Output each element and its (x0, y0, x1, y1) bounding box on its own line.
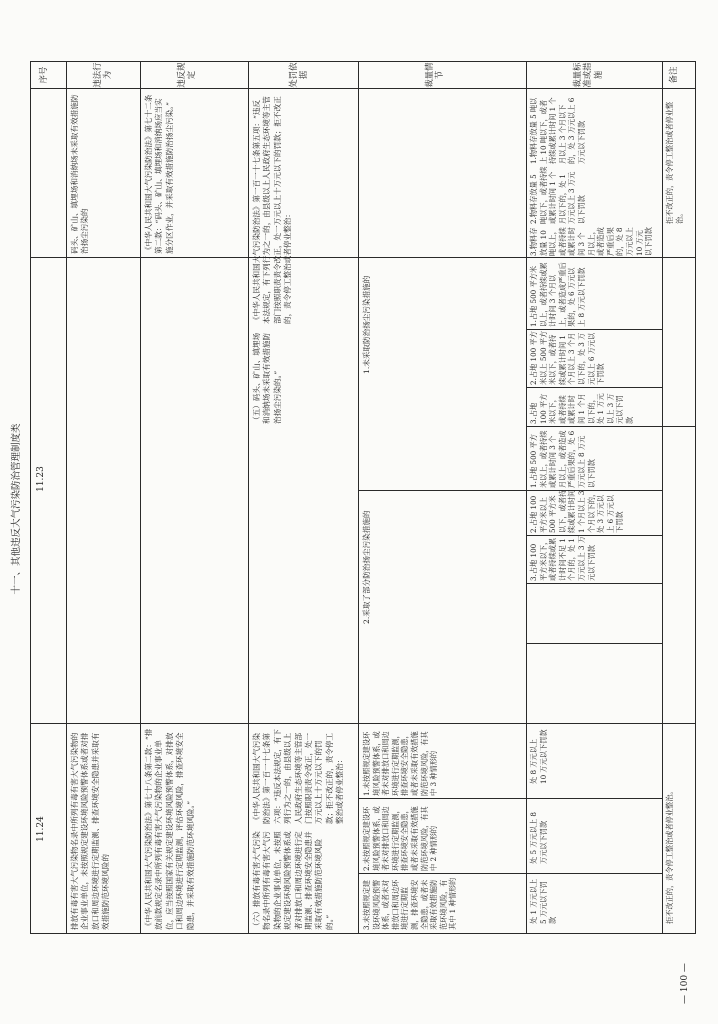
header-act: 违法行为 (92, 62, 113, 88)
table-border-top (30, 61, 696, 62)
header-circ: 裁量情节 (424, 62, 445, 88)
header-rule: 违反规定 (176, 62, 197, 88)
row-11-23-seq: 11.23 (36, 466, 46, 492)
col-line-seq (66, 61, 67, 934)
row-11-23-measure-3-3: 3.占地 100 平方米以下，或者持续或累计时间不足 1 个月的，处 1 万元以上 3 万元以下罚款 (529, 535, 596, 581)
row-11-24-measure-2: 处 5 万元以上 8 万元以下罚款 (529, 812, 548, 864)
col-line-basis (358, 61, 359, 934)
header-seq: 序号 (38, 66, 48, 84)
circ-divider-24b (358, 873, 662, 874)
table-border-left (30, 933, 696, 934)
measure-divider-3b (526, 643, 662, 644)
col-line-circ (526, 61, 527, 934)
header-basis: 处罚依据 (288, 62, 309, 88)
note-divider-1 (662, 426, 695, 427)
row-11-24-act: 排放有毒有害大气污染物名录中所列有毒有害大气污染物的企业事业单位，未按照规定建设环境风险预警体系或者对排放口和周边环境进行定期监测、排查环境安全隐患并采取有效措施防范环境风险的 (70, 732, 111, 930)
col-line-measure (662, 61, 663, 934)
row-11-24-seq: 11.24 (36, 816, 46, 842)
row-11-23-circ-1: 1.未采取防治扬尘污染措施的 (362, 275, 371, 374)
row-11-24-measure-1: 处 8 万元以上 10 万元以下罚款 (529, 729, 548, 784)
row-11-24-basis-2: （六）排放有毒有害大气污染物名录中所列有毒有害大气污染物的企业事业单位，未按照规定建设环境风险预警体系或者对排放口和周边环境进行定期监测、排查环境安全隐患并采取有效措施防范环境风险的。” (252, 831, 334, 930)
col-line-rule (248, 61, 249, 934)
row-11-23-basis-2: （五）码头、矿山、填埋场和消纳场未采取有效措施防治扬尘污染的。” (252, 332, 282, 424)
row-11-24-circ-3: 3.未按照规定建设环境风险预警体系，或者未对排放口和周边环境进行定期监测，排查环境安全隐患，或者未采取有效措施防范环境风险，有其中 1 种情形的 (362, 877, 458, 930)
header-bottom-line (30, 88, 696, 89)
row-11-23-measure-3-1: 1.占地 500 平方米以上，或者持续或累计时间 3 个月以上，或者造成严重后果的，处 6 万元以上 8 万元以下罚款 (529, 430, 596, 488)
row-11-23-measure-2-2: 2.占地 100 平方米以上 500 平方米以下，或者持续或累计时间 1 个月以上 3 个月以下的，处 3 万元以上 6 万元以下罚款 (529, 330, 606, 385)
table-title: 十一、其他违反大气污染防治管理制度类 (11, 423, 22, 595)
measure-divider-3a (526, 583, 662, 584)
page-number: — 100 — (680, 963, 690, 1004)
row-11-23-measure-3-2: 2.占地 100 平方米以上 500 平方米以下，或者持续或累计时间 1 个月以上 3 个月以下的，处 3 万元以上 6 万元以下罚款 (529, 489, 625, 533)
row-divider-11-24 (30, 723, 696, 724)
measure-divider-mid (526, 426, 662, 427)
row-11-23-measure-1-1: 1.物料存放量 5 吨以上 10 吨以下，或者持续或累计时间 1 个月以上 3 个月以下的，处 3 万元以上 6 万元以下罚款 (529, 97, 586, 164)
row-11-23-circ-2: 2.采取了部分防治扬尘污染措施的 (362, 510, 371, 624)
row-11-23-note: 拒不改正的，责令停工整治或者停业整治。 (665, 101, 684, 224)
row-11-23-basis-1: 《中华人民共和国大气污染防治法》第一百一十七条第五项：“违反本法规定，有下列行为之一的，由县级以上人民政府生态环境等主管部门按照职责责令改正，处一万元以上十万元以下的罚款；拒不改正的，责令停工整治或者停业整治： (252, 96, 293, 324)
row-11-23-measure-1-3: 3.物料存放量 10 吨以上，或者持续或累计时间 3 个月以上，或者造成严重后果的，处 8 万元以上 10 万元以下罚款 (529, 227, 654, 256)
row-11-24-circ-1: 1.未按照规定建设环境风险预警体系，或者未对排放口和周边环境进行定期监测，排查环境安全隐患，或者未采取有效措施防范环境风险，有其中 3 种情形的 (362, 731, 439, 796)
circ-divider-24a (358, 798, 662, 799)
row-11-23-measure-2-3: 3.占地 100 平方米以下，或者持续或累计时间 1 个月以下的，处 1 万元以上 3 万元以下罚款 (529, 393, 634, 424)
row-11-24-note: 拒不改正的，责令停工整治或者停业整治。 (665, 787, 674, 924)
table-border-right-edge (30, 61, 31, 934)
row-11-23-rule: 《中华人民共和国大气污染防治法》第七十二条第二款：“码头、矿山、填埋场和消纳场应当实施分区作业，并采取有效措施防治扬尘污染。” (144, 94, 174, 254)
header-note: 备注 (668, 66, 678, 84)
row-11-24-rule: 《中华人民共和国大气污染防治法》第七十八条第二款：“排放前款规定名录中所列有毒有害大气污染物的企业事业单位，应当按照国家有关规定建设环境风险预警体系，对排放口和周边环境进行定期监测，评估环境风险，排查环境安全隐患，并采取有效措施防范环境风险。” (144, 728, 195, 930)
col-line-act (140, 61, 141, 934)
row-11-23-act: 码头、矿山、填埋场和消纳场未采取有效措施防治扬尘污染的 (70, 94, 90, 254)
row-11-24-basis-1: 《中华人民共和国大气污染防治法》第一百一十七条第六项：“违反本法规定，有下列行为之一的，由县级以上人民政府生态环境等主管部门按照职责责令改正，处一万元以上十万元以下的罚款；拒不改正的，责令停工整治或者停业整治： (252, 728, 345, 824)
row-11-23-measure-1-2: 2.物料存放量 5 吨以下，或者持续或累计时间 1 个月以下的，处 1 万元以上 3 万元以下罚款 (529, 166, 586, 224)
header-measure: 裁量标准或措施 (572, 62, 603, 88)
row-11-24-measure-3: 处 1 万元以上 5 万元以下罚款 (529, 878, 558, 924)
table-border-bottom-edge (695, 61, 696, 934)
measure-divider-1b (526, 387, 662, 388)
row-11-23-measure-2-1: 1.占地 500 平方米以上，或者持续或累计时间 3 个月以上，或者造成严重后果的，处 6 万元以上 8 万元以下罚款 (529, 262, 586, 327)
row-divider-11-23 (30, 257, 696, 258)
row-11-24-circ-2: 2.未按照规定建设环境风险预警体系，或者未对排放口和周边环境进行定期监测，排查环境安全隐患，或者未采取有效措施防范环境风险，有其中 2 种情形的 (362, 806, 439, 871)
